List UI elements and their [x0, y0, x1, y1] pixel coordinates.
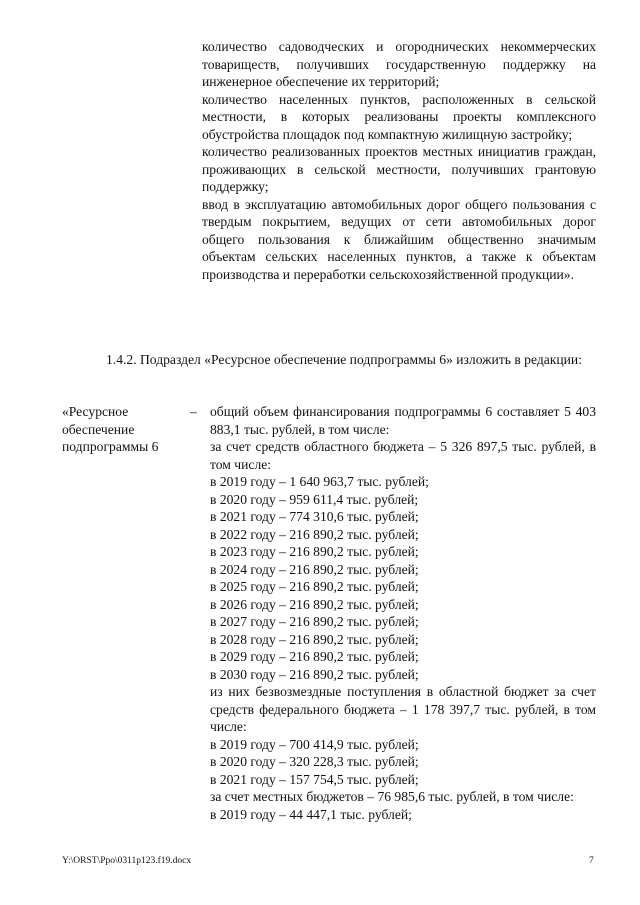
regional-year-row: в 2019 году – 1 640 963,7 тыс. рублей; — [210, 474, 429, 489]
federal-year-row: в 2021 году – 157 754,5 тыс. рублей; — [210, 771, 419, 787]
section-intro: 1.4.2. Подраздел «Ресурсное обеспечение подпрограммы 6» изложить в редакции: — [106, 352, 582, 367]
footer-file-path: Y:\ORST\Ppo\0311p123.f19.docx — [62, 856, 192, 866]
regional-year-row: в 2020 году – 959 611,4 тыс. рублей; — [210, 491, 419, 507]
regional-year-row: в 2021 году – 774 310,6 тыс. рублей; — [210, 509, 419, 524]
label-line: «Ресурсное — [62, 404, 129, 419]
indicator-item: количество садоводческих и огороднических некоммерческих товариществ, получивших государственную поддержку на инженерное обеспечение их территорий; — [202, 39, 596, 89]
regional-year-row: в 2027 году – 216 890,2 тыс. рублей; — [210, 614, 419, 629]
federal-year-row: в 2020 году – 320 228,3 тыс. рублей; — [210, 754, 419, 769]
regional-year-row: в 2030 году – 216 890,2 тыс. рублей; — [210, 666, 419, 682]
indicator-list — [202, 38, 596, 283]
federal-year-row: в 2019 году – 700 414,9 тыс. рублей; — [210, 736, 419, 752]
indicator-item: ввод в эксплуатацию автомобильных дорог общего пользования с твердым покрытием, ведущих от сети автомобильных дорог общего пользования к ближайшим общественно значимым объектам сельских населенных пунктов, а также к объектам производства и переработки сельскохозяйственной продукции». — [202, 196, 596, 282]
label-line: подпрограммы 6 — [62, 439, 159, 454]
indicator-item: количество реализованных проектов местных инициатив граждан, проживающих в сельской местности, получивших грантовую поддержку; — [202, 144, 596, 194]
separator-dash: – — [190, 404, 197, 419]
resource-details — [210, 403, 596, 823]
total-funding: общий объем финансирования подпрограммы 6 составляет 5 403 883,1 тыс. рублей, в том числе: — [210, 404, 596, 437]
label-line: обеспечение — [62, 421, 135, 437]
federal-budget-header: из них безвозмездные поступления в областной бюджет за счет средств федерального бюджета – 1 178 397,7 тыс. рублей, в том числе: — [210, 684, 596, 734]
regional-budget-header: за счет средств областного бюджета – 5 326 897,5 тыс. рублей, в том числе: — [210, 439, 596, 472]
indicator-item: количество населенных пунктов, расположенных в сельской местности, в которых реализованы проекты комплексного обустройства площадок под компактную жилищную застройку; — [202, 91, 596, 142]
regional-year-row: в 2029 году – 216 890,2 тыс. рублей; — [210, 649, 419, 664]
regional-year-row: в 2028 году – 216 890,2 тыс. рублей; — [210, 631, 419, 647]
regional-year-row: в 2023 году – 216 890,2 тыс. рублей; — [210, 544, 419, 559]
regional-year-row: в 2022 году – 216 890,2 тыс. рублей; — [210, 526, 419, 542]
regional-year-row: в 2026 году – 216 890,2 тыс. рублей; — [210, 596, 419, 612]
resource-label — [62, 403, 192, 456]
local-budget-header: за счет местных бюджетов – 76 985,6 тыс. рублей, в том числе: — [210, 789, 574, 804]
regional-year-row: в 2024 году – 216 890,2 тыс. рублей; — [210, 561, 419, 577]
footer-page-number: 7 — [589, 856, 594, 866]
local-year-row: в 2019 году – 44 447,1 тыс. рублей; — [210, 806, 412, 822]
regional-year-row: в 2025 году – 216 890,2 тыс. рублей; — [210, 579, 419, 594]
